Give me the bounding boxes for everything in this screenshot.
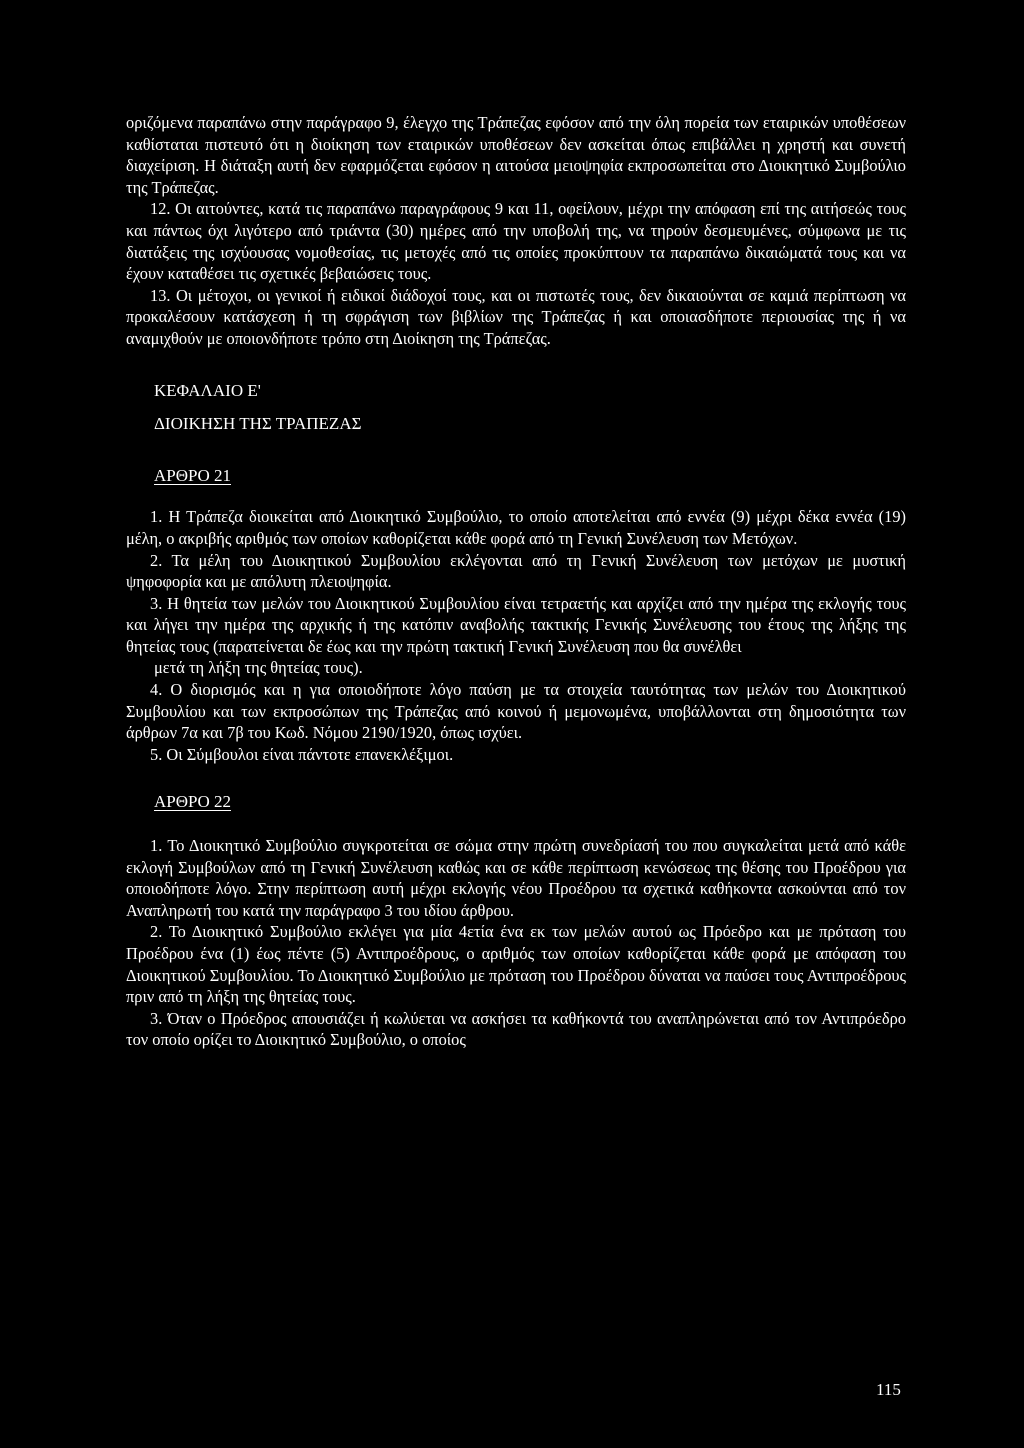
article-21-paragraph-1: 1. Η Τράπεζα διοικείται από Διοικητικό Συμβούλιο, το οποίο αποτελείται από εννέα (9) μέχρι δέκα εννέα (19) μέλη, ο ακριβής αριθμός των οποίων καθορίζεται κάθε φορά από τη Γενική Συνέλευση των Μετόχων.: [126, 507, 906, 548]
article-21-heading: ΑΡΘΡΟ 21: [154, 465, 231, 485]
article-21-paragraph-5: 5. Οι Σύμβουλοι είναι πάντοτε επανεκλέξιμοι.: [150, 744, 454, 764]
paragraph-continuation: οριζόμενα παραπάνω στην παράγραφο 9, έλεγχο της Τράπεζας εφόσον από την όλη πορεία των εταιρικών υποθέσεων καθίσταται πιστευτό ότι η διοίκηση των εταιρικών υποθέσεων δεν ασκείται όπως επιβάλλει η χρηστή και συνετή διαχείριση. Η διάταξη αυτή δεν εφαρμόζεται εφόσον η αιτούσα μειοψηφία εκπροσωπείται στο Διοικητικό Συμβούλιο της Τράπεζας.: [126, 113, 906, 197]
document-page: [126, 112, 906, 1051]
article-22-paragraph-2: 2. Το Διοικητικό Συμβούλιο εκλέγει για μία 4ετία ένα εκ των μελών αυτού ως Πρόεδρο και με πρόταση του Προέδρου ένα (1) έως πέντε (5) Αντιπροέδρους, ο αριθμός των οποίων καθορίζεται κάθε φορά με απόφαση του Διοικητικού Συμβουλίου. Το Διοικητικό Συμβούλιο με πρόταση του Προέδρου δύναται να παύσει τους Αντιπροέδρους πριν από τη λήξη της θητείας τους.: [126, 922, 906, 1007]
page-number: 115: [876, 1380, 901, 1399]
article-22-paragraph-1: 1. Το Διοικητικό Συμβούλιο συγκροτείται σε σώμα στην πρώτη συνεδρίασή του που συγκαλείται μετά από κάθε εκλογή Συμβούλων από τη Γενική Συνέλευση καθώς και σε κάθε περίπτωση κενώσεως της θέσης του Προέδρου για οποιοδήποτε λόγο. Στην περίπτωση αυτή μέχρι εκλογής νέου Προέδρου τα σχετικά καθήκοντα ασκούνται από τον Αναπληρωτή του κατά την παράγραφο 3 του ιδίου άρθρου.: [126, 836, 906, 920]
article-22-paragraph-3: 3. Όταν ο Πρόεδρος απουσιάζει ή κωλύεται να ασκήσει τα καθήκοντά του αναπληρώνεται από τον Αντιπρόεδρο τον οποίο ορίζει το Διοικητικό Συμβούλιο, ο οποίος: [126, 1008, 906, 1050]
article-22-heading: ΑΡΘΡΟ 22: [154, 792, 231, 812]
article-21-paragraph-3-tail: μετά τη λήξη της θητείας τους).: [154, 658, 363, 678]
chapter-heading-block: [126, 380, 906, 435]
article-21-paragraph-4: 4. Ο διορισμός και η για οποιοδήποτε λόγο παύση με τα στοιχεία ταυτότητας των μελών του Διοικητικού Συμβουλίου και των εκπροσώπων της Τράπεζας από κοινού ή μεμονωμένα, υποβάλλονται στη δημοσιότητα των άρθρων 7α και 7β του Κωδ. Νόμου 2190/1920, όπως ισχύει.: [126, 680, 906, 743]
chapter-title: ΔΙΟΙΚΗΣΗ ΤΗΣ ΤΡΑΠΕΖΑΣ: [154, 414, 362, 434]
article-21-paragraph-3: 3. Η θητεία των μελών του Διοικητικού Συμβουλίου είναι τετραετής και αρχίζει από την ημέρα της εκλογής τους και λήγει την ημέρα της αρχικής ή της κατόπιν αναβολής τακτικής Γενικής Συνέλευσης του έτους της λήξης της θητείας τους (παρατείνεται δε έως και την πρώτη τακτική Γενική Συνέλευση που θα συνέλθει: [126, 593, 906, 656]
article-21-paragraph-2: 2. Τα μέλη του Διοικητικού Συμβουλίου εκλέγονται από τη Γενική Συνέλευση των μετόχων με μυστική ψηφοφορία και με απόλυτη πλειοψηφία.: [126, 550, 906, 592]
chapter-number: ΚΕΦΑΛΑΙΟ Ε': [154, 380, 261, 400]
paragraph-13: 13. Οι μέτοχοι, οι γενικοί ή ειδικοί διάδοχοί τους, και οι πιστωτές τους, δεν δικαιούνται σε καμιά περίπτωση να προκαλέσουν κατάσχεση ή τη σφράγιση των βιβλίων της Τράπεζας ή και οποιασδήποτε περιουσίας της ή να αναμιχθούν με οποιονδήποτε τρόπο στη Διοίκηση της Τράπεζας.: [126, 285, 906, 348]
paragraph-12: 12. Οι αιτούντες, κατά τις παραπάνω παραγράφους 9 και 11, οφείλουν, μέχρι την απόφαση επί της αιτήσεώς τους και πάντως όχι λιγότερο από τριάντα (30) ημέρες από την υποβολή της, να τηρούν δεσμευμένες, σύμφωνα με τις διατάξεις της ισχύουσας νομοθεσίας, τις μετοχές από τις οποίες προκύπτουν τα παραπάνω δικαιώματά τους και να έχουν καταθέσει τις σχετικές βεβαιώσεις τους.: [126, 199, 906, 284]
